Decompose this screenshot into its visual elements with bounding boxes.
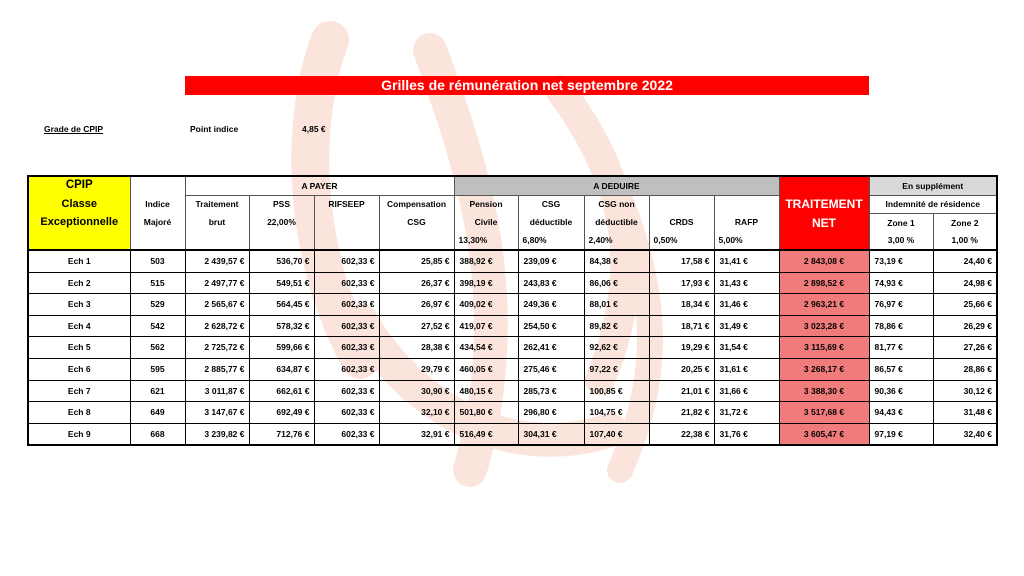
indice-header-bottom	[130, 232, 185, 251]
compensation-cell: 25,85 €	[379, 250, 454, 272]
compensation-cell: 27,52 €	[379, 315, 454, 337]
point-indice-label: Point indice	[190, 124, 239, 134]
pension-rate: 13,30%	[454, 232, 518, 251]
salary-grid-table	[27, 175, 998, 446]
csg-non-deductible-cell: 92,62 €	[584, 337, 649, 359]
rafp-header-top	[714, 195, 779, 214]
ech-cell: Ech 9	[28, 423, 130, 445]
crds-cell: 18,34 €	[649, 294, 714, 316]
zone1-cell: 73,19 €	[869, 250, 933, 272]
csg-non-deductible-rate: 2,40%	[584, 232, 649, 251]
zone1-cell: 86,57 €	[869, 358, 933, 380]
ech-cell: Ech 7	[28, 380, 130, 402]
pension-header-1: Pension	[454, 195, 518, 214]
point-indice-value: 4,85 €	[302, 124, 326, 134]
en-supplement-header: En supplément	[869, 176, 997, 195]
zone2-cell: 24,40 €	[933, 250, 997, 272]
traitement-net-cell: 3 268,17 €	[779, 358, 869, 380]
zone1-cell: 97,19 €	[869, 423, 933, 445]
indice-cell: 503	[130, 250, 185, 272]
zone1-cell: 81,77 €	[869, 337, 933, 359]
pension-cell: 434,54 €	[454, 337, 518, 359]
zone1-cell: 78,86 €	[869, 315, 933, 337]
table-row	[28, 294, 997, 316]
pension-cell: 419,07 €	[454, 315, 518, 337]
rafp-cell: 31,76 €	[714, 423, 779, 445]
crds-cell: 20,25 €	[649, 358, 714, 380]
brut-cell: 2 439,57 €	[185, 250, 249, 272]
crds-cell: 19,29 €	[649, 337, 714, 359]
traitement-brut-header-1: Traitement	[185, 195, 249, 214]
rifseep-rate-empty	[314, 232, 379, 251]
traitement-net-cell: 3 605,47 €	[779, 423, 869, 445]
indice-cell: 515	[130, 272, 185, 294]
brut-cell: 3 239,82 €	[185, 423, 249, 445]
crds-cell: 22,38 €	[649, 423, 714, 445]
pss-cell: 564,45 €	[249, 294, 314, 316]
csg-non-deductible-cell: 88,01 €	[584, 294, 649, 316]
pension-cell: 388,92 €	[454, 250, 518, 272]
zone2-header: Zone 2	[933, 214, 997, 232]
pension-header-2: Civile	[454, 214, 518, 232]
compensation-cell: 32,10 €	[379, 402, 454, 424]
brut-cell: 2 565,67 €	[185, 294, 249, 316]
pension-cell: 460,05 €	[454, 358, 518, 380]
table-row	[28, 380, 997, 402]
rafp-cell: 31,54 €	[714, 337, 779, 359]
ech-cell: Ech 3	[28, 294, 130, 316]
csg-deductible-cell: 254,50 €	[518, 315, 584, 337]
ech-cell: Ech 2	[28, 272, 130, 294]
rifseep-cell: 602,33 €	[314, 337, 379, 359]
csg-deductible-cell: 243,83 €	[518, 272, 584, 294]
traitement-net-cell: 2 963,21 €	[779, 294, 869, 316]
csg-non-deductible-header-2: déductible	[584, 214, 649, 232]
pss-rate-empty	[249, 232, 314, 251]
brut-cell: 3 011,87 €	[185, 380, 249, 402]
crds-cell: 17,93 €	[649, 272, 714, 294]
net-header: NET	[779, 214, 869, 232]
crds-cell: 18,71 €	[649, 315, 714, 337]
compensation-cell: 29,79 €	[379, 358, 454, 380]
a-deduire-header: A DEDUIRE	[454, 176, 779, 195]
zone1-cell: 74,93 €	[869, 272, 933, 294]
zone1-cell: 90,36 €	[869, 380, 933, 402]
compensation-header-2: CSG	[379, 214, 454, 232]
csg-non-deductible-cell: 100,85 €	[584, 380, 649, 402]
pss-cell: 578,32 €	[249, 315, 314, 337]
comp-rate-empty	[379, 232, 454, 251]
traitement-brut-header-2: brut	[185, 214, 249, 232]
csg-deductible-cell: 239,09 €	[518, 250, 584, 272]
traitement-net-cell: 3 517,68 €	[779, 402, 869, 424]
csg-deductible-cell: 249,36 €	[518, 294, 584, 316]
crds-cell: 21,01 €	[649, 380, 714, 402]
csg-deductible-rate: 6,80%	[518, 232, 584, 251]
compensation-cell: 30,90 €	[379, 380, 454, 402]
rafp-cell: 31,41 €	[714, 250, 779, 272]
traitement-net-header-top	[779, 176, 869, 195]
indice-header: Indice	[130, 195, 185, 214]
crds-header-top	[649, 195, 714, 214]
header-row-1	[28, 176, 997, 195]
zone2-rate: 1,00 %	[933, 232, 997, 251]
traitement-net-cell: 2 843,08 €	[779, 250, 869, 272]
pss-cell: 712,76 €	[249, 423, 314, 445]
csg-non-deductible-cell: 84,38 €	[584, 250, 649, 272]
zone2-cell: 25,66 €	[933, 294, 997, 316]
crds-rate: 0,50%	[649, 232, 714, 251]
csg-deductible-cell: 275,46 €	[518, 358, 584, 380]
zone2-cell: 27,26 €	[933, 337, 997, 359]
pss-cell: 662,61 €	[249, 380, 314, 402]
rifseep-cell: 602,33 €	[314, 294, 379, 316]
exceptionnelle-header: Exceptionnelle	[28, 214, 130, 232]
pension-cell: 516,49 €	[454, 423, 518, 445]
rifseep-cell: 602,33 €	[314, 315, 379, 337]
pss-cell: 536,70 €	[249, 250, 314, 272]
compensation-cell: 32,91 €	[379, 423, 454, 445]
traitement-net-cell: 3 115,69 €	[779, 337, 869, 359]
csg-non-deductible-cell: 89,82 €	[584, 315, 649, 337]
cpip-header-bottom	[28, 232, 130, 251]
header-row-4	[28, 232, 997, 251]
indice-cell: 562	[130, 337, 185, 359]
ech-cell: Ech 6	[28, 358, 130, 380]
zone1-cell: 76,97 €	[869, 294, 933, 316]
pension-cell: 501,80 €	[454, 402, 518, 424]
pension-cell: 480,15 €	[454, 380, 518, 402]
net-header-bottom	[779, 232, 869, 251]
ech-cell: Ech 1	[28, 250, 130, 272]
indice-cell: 542	[130, 315, 185, 337]
ech-cell: Ech 8	[28, 402, 130, 424]
csg-deductible-cell: 304,31 €	[518, 423, 584, 445]
compensation-header-1: Compensation	[379, 195, 454, 214]
pss-rate: 22,00%	[249, 214, 314, 232]
compensation-cell: 28,38 €	[379, 337, 454, 359]
zone1-header: Zone 1	[869, 214, 933, 232]
zone2-cell: 28,86 €	[933, 358, 997, 380]
rafp-cell: 31,46 €	[714, 294, 779, 316]
rafp-header: RAFP	[714, 214, 779, 232]
crds-cell: 21,82 €	[649, 402, 714, 424]
classe-header: Classe	[28, 195, 130, 214]
rafp-cell: 31,61 €	[714, 358, 779, 380]
brut-cell: 2 628,72 €	[185, 315, 249, 337]
rafp-cell: 31,66 €	[714, 380, 779, 402]
pss-cell: 634,87 €	[249, 358, 314, 380]
traitement-header: TRAITEMENT	[779, 195, 869, 214]
csg-non-deductible-cell: 107,40 €	[584, 423, 649, 445]
rifseep-cell: 602,33 €	[314, 358, 379, 380]
brut-cell: 2 725,72 €	[185, 337, 249, 359]
brut-cell: 2 497,77 €	[185, 272, 249, 294]
grade-label: Grade de CPIP	[44, 124, 104, 134]
brut-cell: 2 885,77 €	[185, 358, 249, 380]
table-row	[28, 402, 997, 424]
ech-cell: Ech 4	[28, 315, 130, 337]
crds-cell: 17,58 €	[649, 250, 714, 272]
pss-cell: 692,49 €	[249, 402, 314, 424]
rafp-cell: 31,43 €	[714, 272, 779, 294]
indice-header-top	[130, 176, 185, 195]
pss-cell: 599,66 €	[249, 337, 314, 359]
zone2-cell: 24,98 €	[933, 272, 997, 294]
rafp-cell: 31,72 €	[714, 402, 779, 424]
indice-cell: 595	[130, 358, 185, 380]
table-row	[28, 315, 997, 337]
rifseep-header-empty	[314, 214, 379, 232]
a-payer-header: A PAYER	[185, 176, 454, 195]
csg-deductible-header-2: déductible	[518, 214, 584, 232]
page-title: Grilles de rémunération net septembre 2022	[185, 76, 869, 95]
majore-header: Majoré	[130, 214, 185, 232]
traitement-net-cell: 2 898,52 €	[779, 272, 869, 294]
pss-cell: 549,51 €	[249, 272, 314, 294]
rifseep-cell: 602,33 €	[314, 423, 379, 445]
compensation-cell: 26,37 €	[379, 272, 454, 294]
rifseep-cell: 602,33 €	[314, 272, 379, 294]
pension-cell: 409,02 €	[454, 294, 518, 316]
table-row	[28, 423, 997, 445]
indice-cell: 649	[130, 402, 185, 424]
zone2-cell: 31,48 €	[933, 402, 997, 424]
brut-cell: 3 147,67 €	[185, 402, 249, 424]
traitement-net-cell: 3 023,28 €	[779, 315, 869, 337]
csg-deductible-cell: 296,80 €	[518, 402, 584, 424]
indemnite-residence-header: Indemnité de résidence	[869, 195, 997, 214]
indice-cell: 668	[130, 423, 185, 445]
ech-cell: Ech 5	[28, 337, 130, 359]
zone2-cell: 30,12 €	[933, 380, 997, 402]
rifseep-cell: 602,33 €	[314, 250, 379, 272]
zone2-cell: 32,40 €	[933, 423, 997, 445]
csg-non-deductible-cell: 86,06 €	[584, 272, 649, 294]
compensation-cell: 26,97 €	[379, 294, 454, 316]
indice-cell: 621	[130, 380, 185, 402]
rafp-cell: 31,49 €	[714, 315, 779, 337]
csg-deductible-cell: 285,73 €	[518, 380, 584, 402]
table-row	[28, 272, 997, 294]
brut-rate-empty	[185, 232, 249, 251]
csg-non-deductible-cell: 104,75 €	[584, 402, 649, 424]
rifseep-cell: 602,33 €	[314, 402, 379, 424]
csg-deductible-cell: 262,41 €	[518, 337, 584, 359]
cpip-header: CPIP	[28, 176, 130, 195]
zone1-rate: 3,00 %	[869, 232, 933, 251]
pss-header: PSS	[249, 195, 314, 214]
traitement-net-cell: 3 388,30 €	[779, 380, 869, 402]
rifseep-cell: 602,33 €	[314, 380, 379, 402]
pension-cell: 398,19 €	[454, 272, 518, 294]
table-body	[28, 250, 997, 445]
csg-non-deductible-cell: 97,22 €	[584, 358, 649, 380]
csg-non-deductible-header-1: CSG non	[584, 195, 649, 214]
zone1-cell: 94,43 €	[869, 402, 933, 424]
crds-header: CRDS	[649, 214, 714, 232]
table-row	[28, 337, 997, 359]
rifseep-header: RIFSEEP	[314, 195, 379, 214]
csg-deductible-header-1: CSG	[518, 195, 584, 214]
rafp-rate: 5,00%	[714, 232, 779, 251]
table-row	[28, 250, 997, 272]
indice-cell: 529	[130, 294, 185, 316]
header-row-2	[28, 195, 997, 214]
table-row	[28, 358, 997, 380]
zone2-cell: 26,29 €	[933, 315, 997, 337]
header-row-3	[28, 214, 997, 232]
